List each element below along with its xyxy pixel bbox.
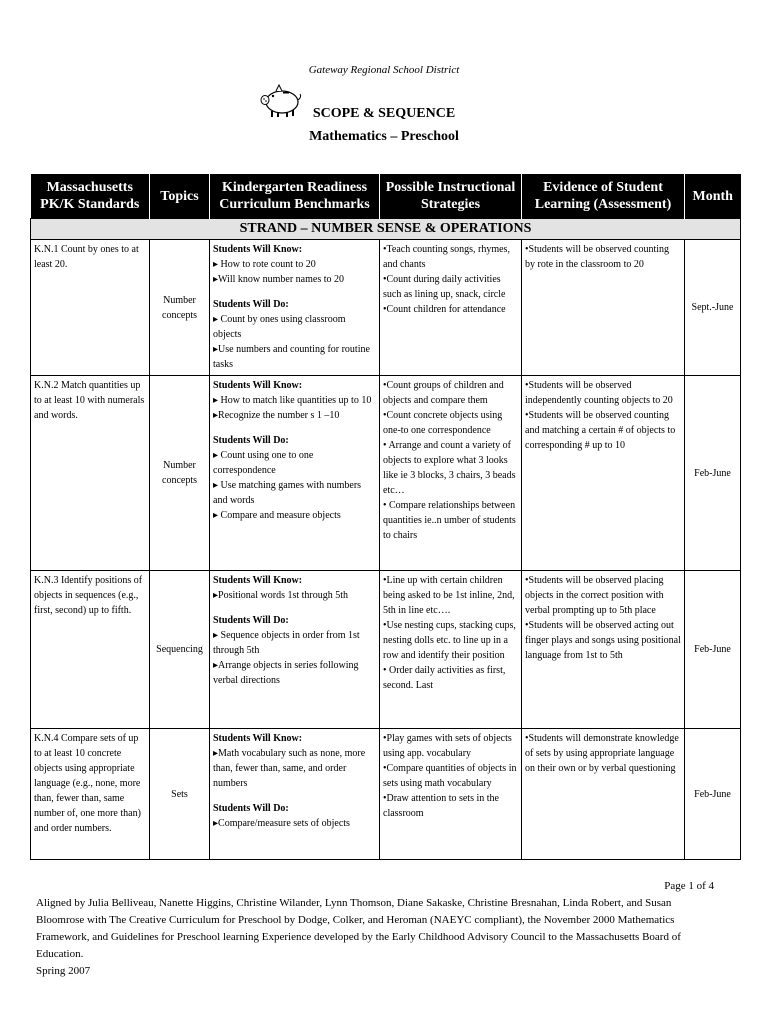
evidence-item: •Students will be observed acting out finger plays and songs using positional language from 1st to 5th (525, 620, 681, 661)
table-header-row (31, 174, 741, 219)
credits-text: Aligned by Julia Belliveau, Nanette Higgins, Christine Wilander, Lynn Thomson, Diane Sakaske, Christine Bresnahan, Linda Robert, and Susan Bloomrose with The Creative Curriculum for Preschool by Dodge, Colker, and Heroman (NAEYC compliant), the November 2000 Mathematics Framework, and Guidelines for Preschool learning Experience developed by the Early Childhood Advisory Council to the Massachusetts Board of Education. (36, 897, 681, 960)
standard-cell: K.N.2 Match quantities up to at least 10 with numerals and words. (31, 376, 150, 571)
topic-cell: Number concepts (150, 376, 210, 571)
table-row (31, 729, 741, 860)
month-cell: Sept.-June (685, 240, 741, 376)
scope-sequence-table (30, 174, 741, 860)
strategy-item: •Draw attention to sets in the classroom (383, 793, 499, 819)
column-header: Month (685, 174, 741, 219)
strategy-item: •Count children for attendance (383, 304, 506, 315)
do-item: ▸ Use matching games with numbers and words (213, 480, 362, 506)
strategies-cell (380, 571, 522, 729)
know-item: ▸Will know number names to 20 (213, 274, 344, 285)
strategy-item: •Teach counting songs, rhymes, and chants (383, 244, 510, 270)
standard-cell: K.N.4 Compare sets of up to at least 10 concrete objects using appropriate language (e.g., none, more than, fewer than, same number of, one more than) and order numbers. (31, 729, 150, 860)
evidence-cell (522, 376, 685, 571)
do-heading: Students Will Do: (213, 615, 289, 626)
know-item: ▸ How to match like quantities up to 10 (213, 395, 372, 406)
strategy-item: •Count during daily activities such as lining up, snack, circle (383, 274, 506, 300)
evidence-item: •Students will be observed independently counting objects to 20 (525, 380, 673, 406)
standard-cell: K.N.1 Count by ones to at least 20. (31, 240, 150, 376)
evidence-item: •Students will demonstrate knowledge of sets by using appropriate language on their own or by verbal questioning (525, 733, 679, 774)
strand-row (31, 219, 741, 240)
table-row (31, 376, 741, 571)
document-subtitle: Mathematics – Preschool (309, 129, 459, 144)
strategy-item: • Order daily activities as first, second. Last (383, 665, 506, 691)
benchmark-cell (210, 571, 380, 729)
column-header: Topics (150, 174, 210, 219)
benchmark-cell (210, 240, 380, 376)
benchmark-cell (210, 729, 380, 860)
know-item: ▸Positional words 1st through 5th (213, 590, 349, 601)
evidence-item: •Students will be observed counting and matching a certain # of objects to corresponding # up to 10 (525, 410, 676, 451)
do-item: ▸Compare/measure sets of objects (213, 818, 350, 829)
strategy-item: • Arrange and count a variety of objects to explore what 3 looks like ie 3 blocks, 3 chairs, 3 beads etc… (383, 440, 516, 496)
know-heading: Students Will Know: (213, 733, 303, 744)
do-item: ▸Use numbers and counting for routine tasks (213, 344, 370, 370)
topic-cell: Number concepts (150, 240, 210, 376)
table-row (31, 571, 741, 729)
strategies-cell (380, 729, 522, 860)
evidence-cell (522, 729, 685, 860)
do-heading: Students Will Do: (213, 435, 289, 446)
do-item: ▸ Compare and measure objects (213, 510, 341, 521)
topic-cell: Sets (150, 729, 210, 860)
know-item: ▸Math vocabulary such as none, more than, fewer than, same, and order numbers (213, 748, 366, 789)
strategy-item: •Count groups of children and objects and compare them (383, 380, 504, 406)
evidence-cell (522, 571, 685, 729)
strategies-cell (380, 376, 522, 571)
table-row (31, 240, 741, 376)
standard-cell: K.N.3 Identify positions of objects in sequences (e.g., first, second) up to fifth. (31, 571, 150, 729)
do-item: ▸Arrange objects in series following verbal directions (213, 660, 359, 686)
know-heading: Students Will Know: (213, 575, 303, 586)
page-number: Page 1 of 4 (664, 880, 714, 892)
strategy-item: •Line up with certain children being asked to be 1st inline, 2nd, 5th in line etc…. (383, 575, 515, 616)
strand-heading: STRAND – NUMBER SENSE & OPERATIONS (31, 219, 741, 240)
district-name: Gateway Regional School District (308, 64, 460, 76)
column-header: Kindergarten Readiness Curriculum Benchmarks (210, 174, 380, 219)
benchmark-cell (210, 376, 380, 571)
strategy-item: •Count concrete objects using one-to one correspondence (383, 410, 503, 436)
do-heading: Students Will Do: (213, 803, 289, 814)
column-header: Evidence of Student Learning (Assessment) (522, 174, 685, 219)
strategy-item: • Compare relationships between quantities ie..n umber of students to chairs (383, 500, 516, 541)
evidence-item: •Students will be observed placing objects in the correct position with verbal prompting up to 5th place (525, 575, 664, 616)
know-item: ▸ How to rote count to 20 (213, 259, 316, 270)
strategy-item: •Play games with sets of objects using app. vocabulary (383, 733, 512, 759)
column-header: Possible Instructional Strategies (380, 174, 522, 219)
date-text: Spring 2007 (36, 965, 91, 977)
footer-credits (36, 895, 716, 980)
topic-cell: Sequencing (150, 571, 210, 729)
evidence-item: •Students will be observed counting by rote in the classroom to 20 (525, 244, 670, 270)
do-item: ▸ Count by ones using classroom objects (213, 314, 346, 340)
evidence-cell (522, 240, 685, 376)
strategies-cell (380, 240, 522, 376)
do-item: ▸ Sequence objects in order from 1st through 5th (213, 630, 360, 656)
do-item: ▸ Count using one to one correspondence (213, 450, 314, 476)
month-cell: Feb-June (685, 571, 741, 729)
column-header: Massachusetts PK/K Standards (31, 174, 150, 219)
strategy-item: •Compare quantities of objects in sets using math vocabulary (383, 763, 517, 789)
strategy-item: •Use nesting cups, stacking cups, nesting dolls etc. to line up in a row and identify their position (383, 620, 516, 661)
know-heading: Students Will Know: (213, 380, 303, 391)
month-cell: Feb-June (685, 729, 741, 860)
month-cell: Feb-June (685, 376, 741, 571)
do-heading: Students Will Do: (213, 299, 289, 310)
know-item: ▸Recognize the number s 1 –10 (213, 410, 340, 421)
document-title: SCOPE & SEQUENCE (312, 106, 456, 121)
know-heading: Students Will Know: (213, 244, 303, 255)
